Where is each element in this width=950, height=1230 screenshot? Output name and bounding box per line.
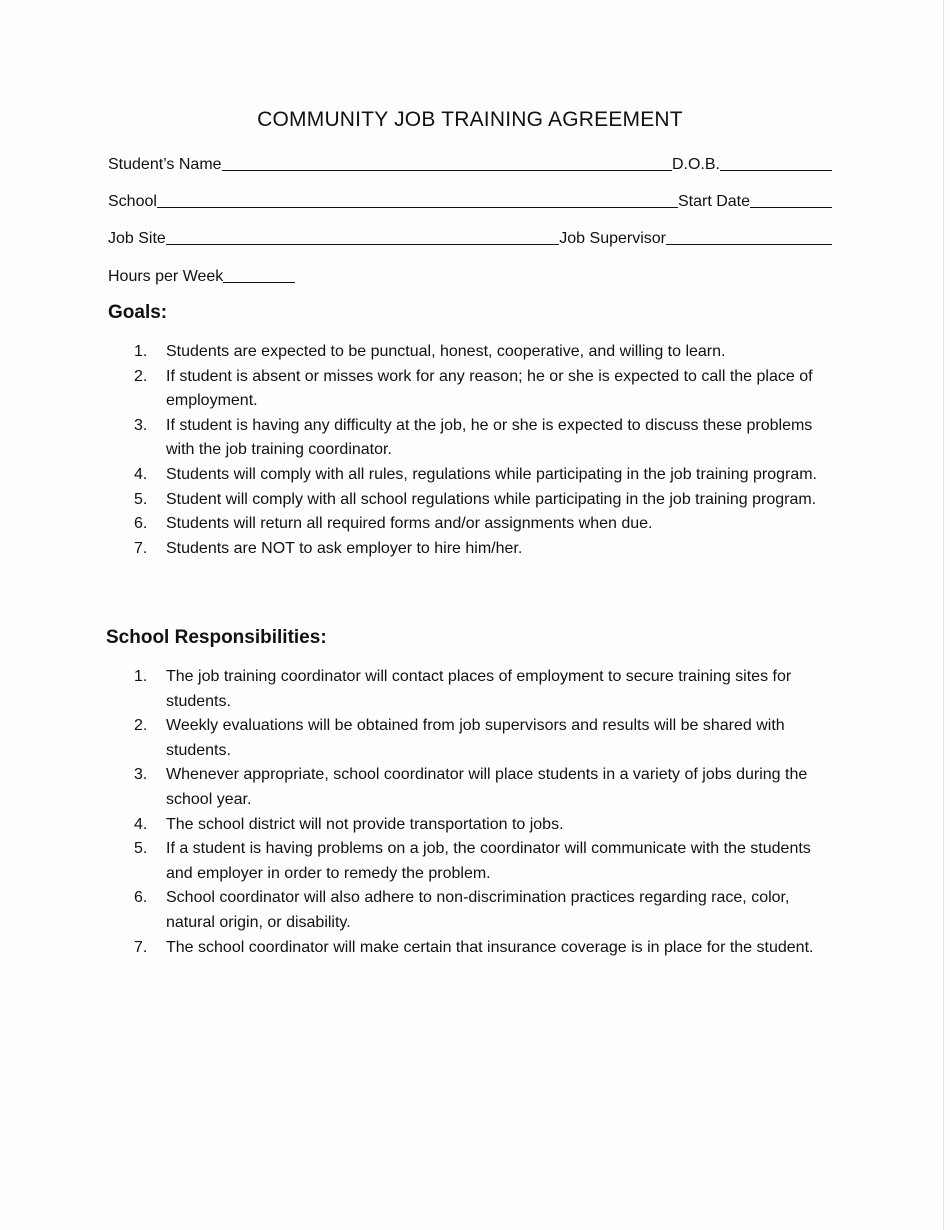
responsibility-item xyxy=(130,714,840,763)
goal-item xyxy=(130,365,840,414)
document-title: COMMUNITY JOB TRAINING AGREEMENT xyxy=(257,108,683,131)
hours-row xyxy=(108,264,308,286)
responsibility-text: School coordinator will also adhere to non-discrimination practices regarding race, color, natural origin, or disability. xyxy=(166,889,790,931)
goal-text: Students will return all required forms and/or assignments when due. xyxy=(166,515,653,533)
start-date-blank[interactable] xyxy=(750,190,832,208)
school-row xyxy=(108,189,832,211)
responsibility-text: If a student is having problems on a job, the coordinator will communicate with the students and employer in order to remedy the problem. xyxy=(166,840,811,882)
start-date-label: Start Date xyxy=(677,193,750,210)
school-label: School xyxy=(108,193,157,210)
job-supervisor-label: Job Supervisor xyxy=(559,230,666,247)
responsibility-item xyxy=(130,763,840,812)
goal-number: 5. xyxy=(134,490,148,508)
job-supervisor-blank[interactable] xyxy=(666,227,832,245)
goal-item xyxy=(130,414,840,463)
responsibility-number: 6. xyxy=(134,889,148,907)
goals-list xyxy=(130,340,840,561)
goal-item xyxy=(130,340,840,365)
responsibility-number: 4. xyxy=(134,815,148,833)
responsibility-item xyxy=(130,886,840,935)
job-site-row xyxy=(108,226,832,248)
goal-number: 4. xyxy=(134,465,148,483)
goal-number: 2. xyxy=(134,367,148,385)
hours-per-week-blank[interactable] xyxy=(223,265,295,283)
responsibility-item xyxy=(130,665,840,714)
goal-text: If student is having any difficulty at the job, he or she is expected to discuss these problems with the job training coordinator. xyxy=(166,416,813,459)
job-site-blank[interactable] xyxy=(166,227,559,245)
hours-per-week-label: Hours per Week xyxy=(108,268,224,285)
goal-text: If student is absent or misses work for any reason; he or she is expected to call the place of employment. xyxy=(166,367,813,410)
goals-heading: Goals: xyxy=(108,302,168,323)
goal-text: Students are NOT to ask employer to hire him/her. xyxy=(166,539,523,557)
goal-text: Student will comply with all school regulations while participating in the job training program. xyxy=(166,490,817,508)
responsibility-number: 2. xyxy=(134,717,148,735)
school-responsibilities-list xyxy=(130,665,840,960)
responsibility-number: 3. xyxy=(134,766,148,784)
goal-text: Students will comply with all rules, regulations while participating in the job training program. xyxy=(166,465,817,483)
responsibility-item xyxy=(130,813,840,838)
school-blank[interactable] xyxy=(157,190,678,208)
dob-label: D.O.B. xyxy=(671,156,720,173)
school-responsibilities-heading: School Responsibilities: xyxy=(106,627,327,648)
responsibility-text: The school district will not provide transportation to jobs. xyxy=(166,815,564,833)
goal-number: 1. xyxy=(134,343,148,360)
student-name-blank[interactable] xyxy=(222,153,672,171)
responsibility-number: 5. xyxy=(134,840,148,858)
goal-item xyxy=(130,488,840,513)
responsibility-text: The school coordinator will make certain that insurance coverage is in place for the student. xyxy=(166,938,814,956)
dob-blank[interactable] xyxy=(720,153,832,171)
responsibility-item xyxy=(130,936,840,961)
responsibility-text: Whenever appropriate, school coordinator will place students in a variety of jobs during the school year. xyxy=(166,766,808,808)
scan-edge-line xyxy=(943,0,944,1230)
goal-item xyxy=(130,463,840,488)
responsibility-text: The job training coordinator will contact places of employment to secure training sites for students. xyxy=(166,668,792,710)
goal-item xyxy=(130,512,840,537)
goal-text: Students are expected to be punctual, honest, cooperative, and willing to learn. xyxy=(166,343,726,360)
responsibility-number: 7. xyxy=(134,938,148,956)
student-name-label: Student’s Name xyxy=(108,156,222,173)
responsibility-text: Weekly evaluations will be obtained from job supervisors and results will be shared with students. xyxy=(166,717,785,759)
goal-number: 7. xyxy=(134,539,148,557)
goal-number: 3. xyxy=(134,416,148,434)
goal-item xyxy=(130,537,840,562)
goal-number: 6. xyxy=(134,515,148,533)
job-site-label: Job Site xyxy=(108,230,166,247)
responsibility-item xyxy=(130,837,840,886)
responsibility-number: 1. xyxy=(134,668,148,685)
student-name-row xyxy=(108,152,832,174)
